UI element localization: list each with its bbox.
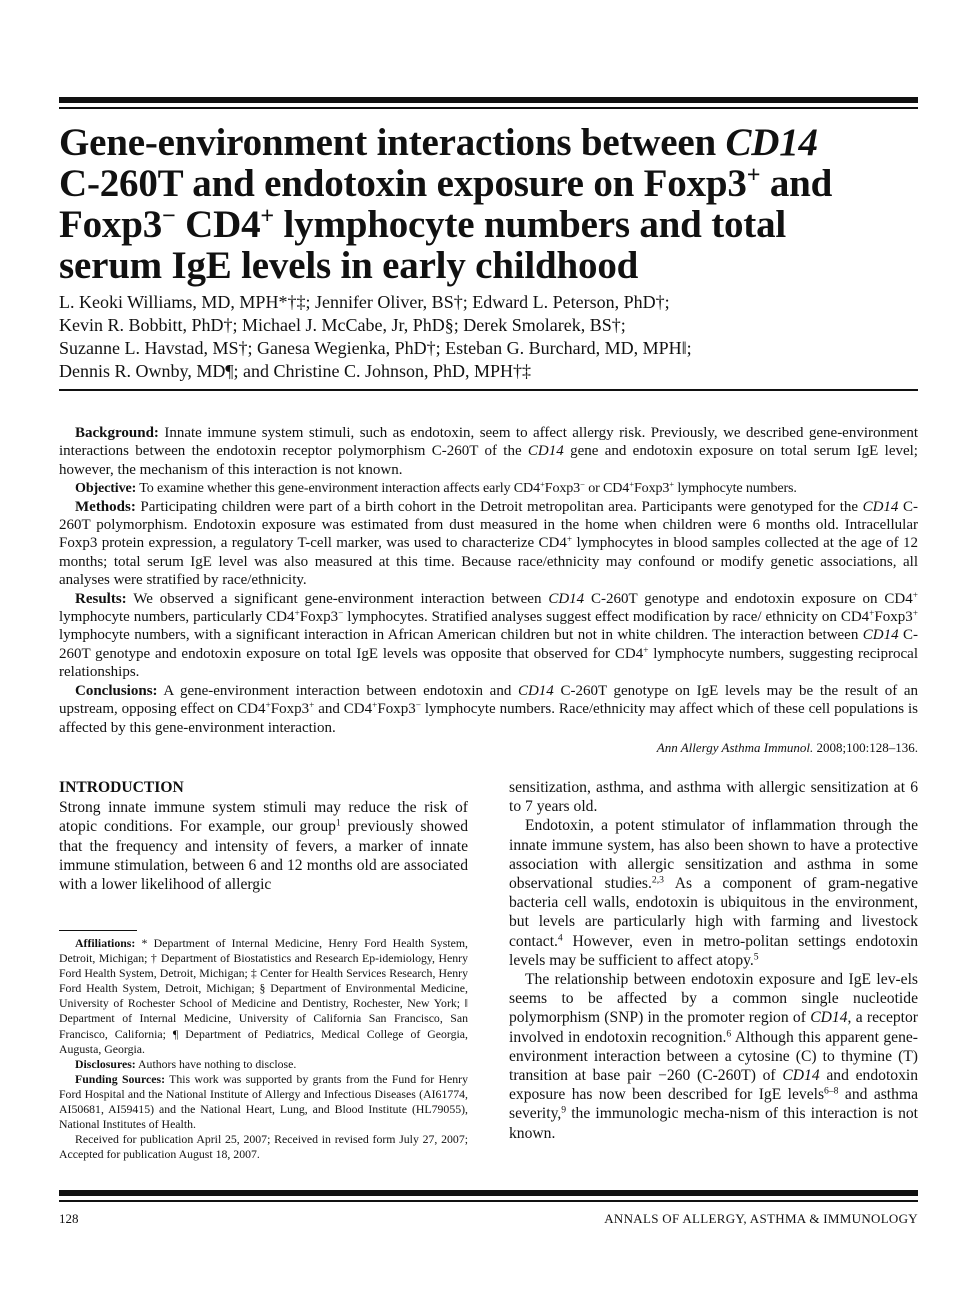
intro-paragraph: Strong innate immune system stimuli may reduce the risk of atopic conditions. For example, our group$^1$ previously showed that the frequency and intensity of fevers, a marker of innate immune stimulation, between 6 and 12 months old are associated with a lower likelihood of allergic (59, 799, 468, 894)
header-thick-rule (59, 97, 918, 103)
footnote-divider (59, 930, 137, 931)
footnotes (59, 936, 468, 1162)
footnote-disclosures: Disclosures: Authors have nothing to disclose. (75, 1056, 297, 1071)
journal-citation: Ann Allergy Asthma Immunol. 2008;100:128–136. (656, 739, 918, 755)
abstract-methods: Methods: Participating children were part of a birth cohort in the Detroit metropolitan area. Participants were genotyped for the CD14 C-260T polymorphism. Endotoxin exposure was estimated from dust measured in the home when children were 6 months old. Intracellular Foxp3 protein expression, a regulatory T-cell marker, was used to characterize CD4+ lymphocytes in blood samples collected at the age of 12 months; total serum IgE level was also measured at this time. Because race/ethnicity may confound or modify genetic associations, all analyses were stratified by race/ethnicity. (59, 498, 918, 589)
author-line: L. Keoki Williams, MD, MPH*†‡; Jennifer Oliver, BS†; Edward L. Peterson, PhD†; (59, 292, 670, 312)
continued-paragraph: sensitization, asthma, and asthma with allergic sensitization at 6 to 7 years old. (509, 779, 918, 816)
author-list (59, 291, 919, 383)
article-title: Gene-environment interactions between CD14 C-260T and endotoxin exposure on Foxp3+ and Foxp3− CD4+ lymphocyte numbers and total serum IgE levels in early childhood (59, 121, 833, 287)
endotoxin-paragraph: Endotoxin, a potent stimulator of inflammation through the innate immune system, has also been shown to have a protective association with allergic sensitization and asthma in some observational studies.$^{2,3}$ As a component of gram-negative bacteria cell walls, endotoxin is ubiquitous in the environment, but levels are particularly high with farming and livestock contact.$^4$ However, even in metro-politan settings endotoxin levels may be sufficient to affect atopy.$^5$ (509, 817, 918, 969)
abstract-conclusions: Conclusions: A gene-environment interaction between endotoxin and CD14 C-260T genotype on IgE levels may be the result of an upstream, opposing effect on CD4+Foxp3+ and CD4+Foxp3− lymphocyte numbers. Race/ethnicity may affect which of these cell populations is affected by this gene-environment interaction. (59, 682, 919, 736)
abstract (59, 424, 918, 757)
page-number: 128 (59, 1211, 79, 1226)
abstract-results: Results: We observed a significant gene-environment interaction between CD14 C-260T genotype and endotoxin exposure on CD4+ lymphocyte numbers, particularly CD4+Foxp3− lymphocytes. Stratified analyses suggest effect modification by race/ ethnicity on CD4+Foxp3+ lymphocyte numbers, with a significant interaction in African American children but not in white children. The interaction between CD14 C-260T genotype and endotoxin exposure on total IgE levels was opposite that observed for CD4+ lymphocyte numbers, suggesting reciprocal relationships. (59, 590, 919, 681)
relationship-paragraph: The relationship between endotoxin exposure and IgE lev-els seems to be affected by a common single nucleotide polymorphism (SNP) in the promoter region of CD14, a receptor involved in endotoxin recognition.$^6$ Although this apparent gene-environment interaction between a cytosine (C) to thymine (T) transition at base pair −260 (C-260T) of CD14 and endotoxin exposure has now been described for IgE levels$^{6-8}$ and asthma severity,$^9$ the immunologic mecha-nism of this interaction is not known. (509, 971, 919, 1142)
section-heading-introduction: INTRODUCTION (59, 779, 184, 796)
abstract-top-rule (59, 389, 918, 391)
footnote-received: Received for publication April 25, 2007; Received in revised form July 27, 2007; Accepted for publication August 18, 2007. (59, 1132, 468, 1162)
author-line: Kevin R. Bobbitt, PhD†; Michael J. McCabe, Jr, PhD§; Derek Smolarek, BS†; (59, 315, 626, 335)
abstract-objective: Objective: To examine whether this gene-environment interaction affects early CD4+Foxp3− or CD4+Foxp3+ lymphocyte numbers. (75, 479, 797, 497)
author-line: Dennis R. Ownby, MD¶; and Christine C. Johnson, PhD, MPH†‡ (59, 361, 532, 381)
header-thin-rule (59, 107, 918, 109)
body-left-column (59, 778, 468, 894)
footnote-affiliations: Affiliations: * Department of Internal Medicine, Henry Ford Health System, Detroit, Michigan; † Department of Biostatistics and Research Ep-idemiology, Henry Ford Health System, Detroit, Michigan; ‡ Center for Health Services Research, Henry Ford Health System, Detroit, Michigan; § Department of Environmental Medicine, University of Rochester School of Medicine and Dentistry, Rochester, New York; ‖ Department of Internal Medicine, University of California San Francisco, San Francisco, California; ¶ Department of Pediatrics, Medical College of Georgia, Augusta, Georgia. (59, 936, 468, 1056)
abstract-background: Background: Innate immune system stimuli, such as endotoxin, seem to affect allergy risk. Previously, we described gene-environment interactions between the endotoxin receptor polymorphism C-260T of the CD14 gene and endotoxin exposure on total serum IgE level; however, the mechanism of this interaction is not known. (59, 425, 918, 478)
footer-thick-rule (59, 1190, 918, 1196)
author-line: Suzanne L. Havstad, MS†; Ganesa Wegienka, PhD†; Esteban G. Burchard, MD, MPH‖; (59, 338, 692, 358)
body-right-column (509, 778, 918, 1143)
footnote-funding: Funding Sources: This work was supported by grants from the Fund for Henry Ford Hospital and the National Institute of Allergy and Infectious Diseases (AI61774, AI50681, AI59415) and the National Heart, Lung, and Blood Institute (HL79055), National Institutes of Health. (59, 1071, 469, 1132)
footer-thin-rule (59, 1200, 918, 1202)
journal-name: ANNALS OF ALLERGY, ASTHMA & IMMUNOLOGY (604, 1211, 918, 1226)
